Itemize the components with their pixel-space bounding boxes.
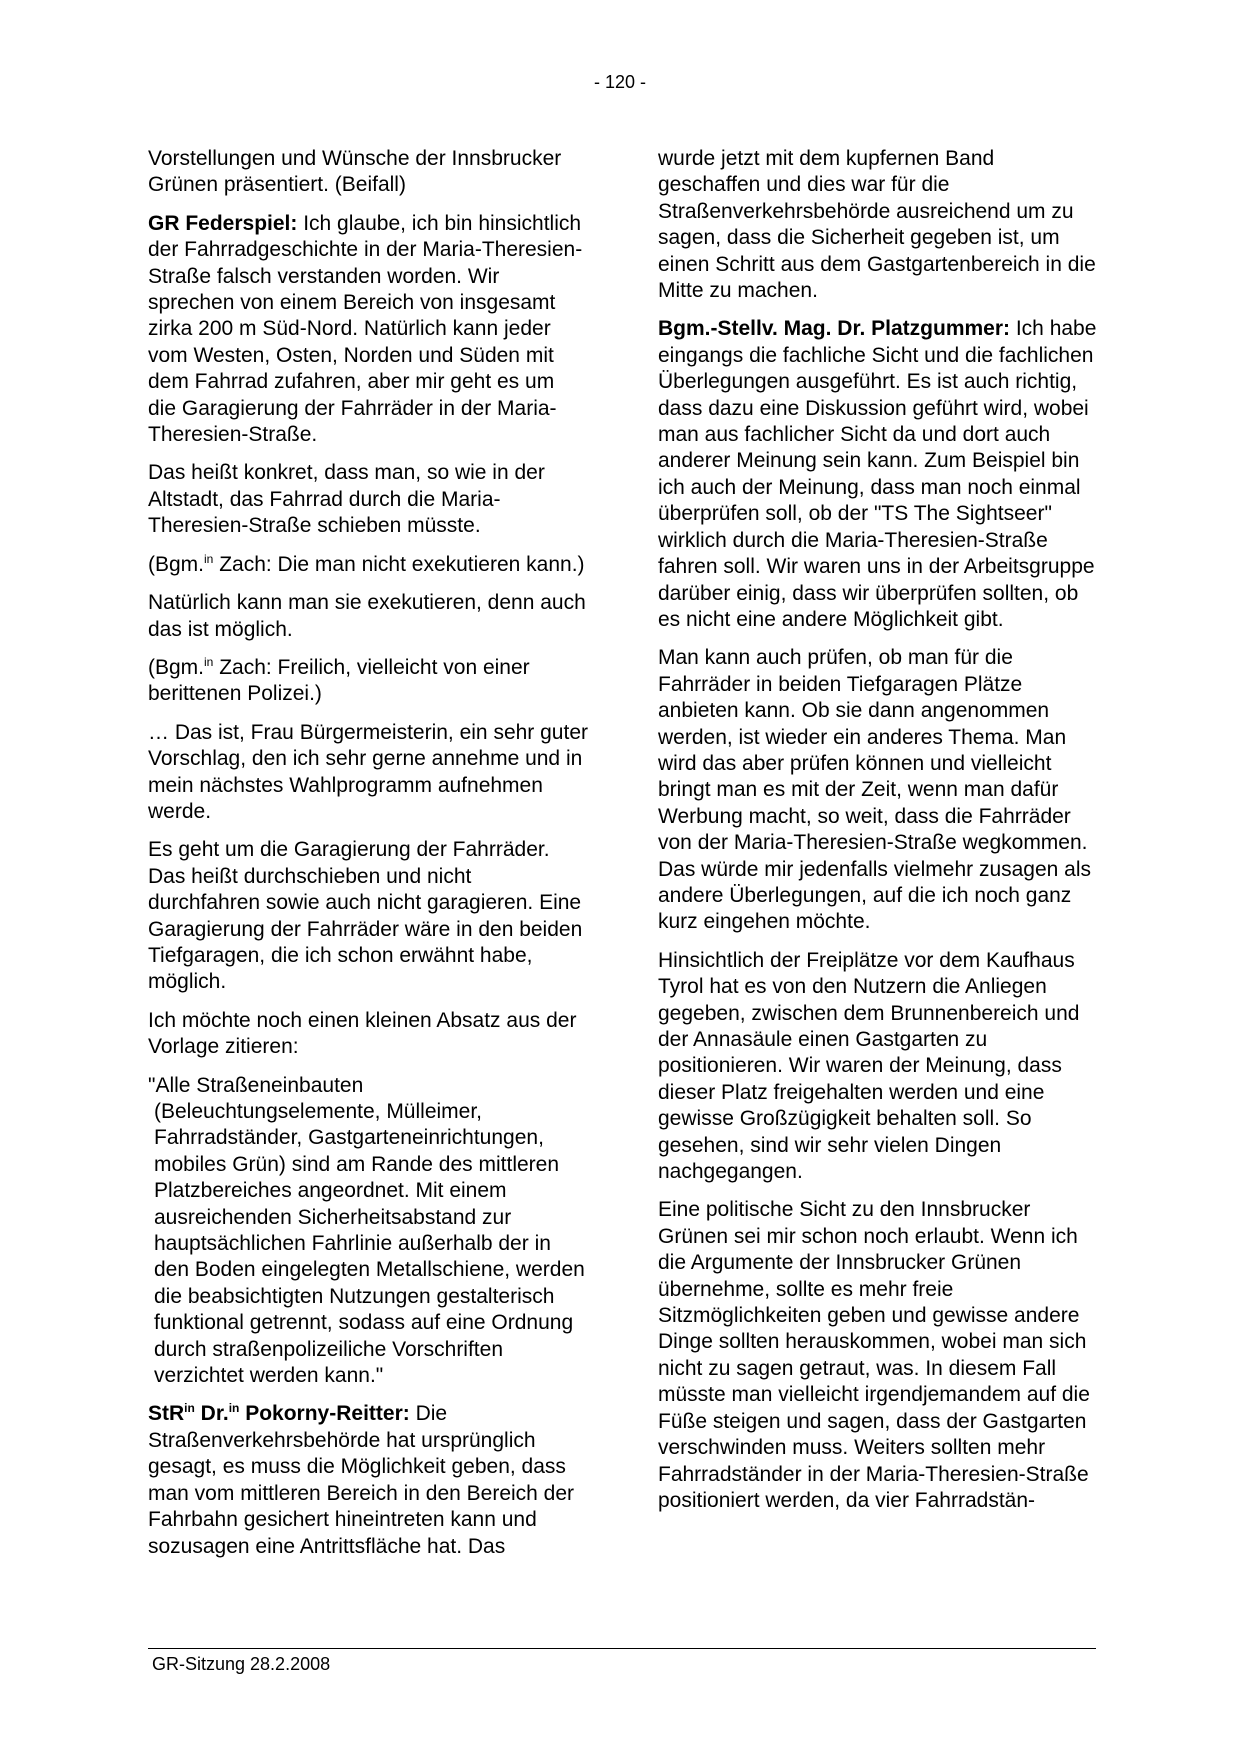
paragraph: Das heißt konkret, dass man, so wie in der Altstadt, das Fahrrad durch die Maria-Theresien-Straße schieben müsste. [148, 461, 545, 538]
paragraph: wurde jetzt mit dem kupfernen Band geschaffen und dies war für die Straßenverkehrsbehörde ausreichend um zu sagen, dass die Sicherheit gegeben ist, um einen Schritt aus dem Gastgartenbereich in die Mitte zu machen. [658, 147, 1096, 303]
paragraph: Man kann auch prüfen, ob man für die Fahrräder in beiden Tiefgaragen Plätze anbieten kann. Ob sie dann angenommen werden, ist wieder ein anderes Thema. Man wird das aber prüfen können und vielleicht bringt man es mit der Zeit, wenn man dafür Werbung macht, so weit, dass die Fahrräder von der Maria-Theresien-Straße wegkommen. Das würde mir jedenfalls vielmehr zusagen als andere Überlegungen, auf die ich noch ganz kurz eingehen möchte. [658, 646, 1092, 934]
paragraph: Vorstellungen und Wünsche der Innsbrucker Grünen präsentiert. (Beifall) [148, 147, 562, 197]
paragraph: Bgm.-Stellv. Mag. Dr. Platzgummer: Ich habe eingangs die fachliche Sicht und die fachlichen Überlegungen ausgeführt. Es ist auch richtig, dass dazu eine Diskussion geführt wird, wobei man aus fachlicher Sicht da und dort auch anderer Meinung sein kann. Zum Beispiel bin ich auch der Meinung, dass man noch einmal überprüfen soll, ob der "TS The Sightseer" wirklich durch die Maria-Theresien-Straße fahren soll. Wir waren uns in der Arbeitsgruppe darüber einig, dass wir überprüfen sollten, ob es nicht eine andere Möglichkeit gibt. [658, 317, 1097, 631]
left-column [148, 146, 588, 1572]
right-column [658, 146, 1098, 1526]
speaker-name: GR Federspiel: [148, 211, 298, 235]
paragraph: Eine politische Sicht zu den Innsbrucker Grünen sei mir schon noch erlaubt. Wenn ich die Argumente der Innsbrucker Grünen übernehme, sollte es mehr freie Sitzmöglichkeiten geben und gewisse andere Dinge sollten herauskommen, wobei man sich nicht zu sagen getraut, was. In diesem Fall müsste man vielleicht irgendjemandem auf die Füße steigen und sagen, dass der Gastgarten verschwinden muss. Weiters sollten mehr Fahrradständer in der Maria-Theresien-Straße positioniert werden, da vier Fahrradstän- [658, 1198, 1090, 1512]
footer-text: GR-Sitzung 28.2.2008 [152, 1654, 331, 1674]
paragraph: StR$^{in}$ Dr.$^{in}$ Pokorny-Reitter: Die Straßenverkehrsbehörde hat ursprünglich gesagt, es muss die Möglichkeit geben, dass man vom mittleren Bereich in den Bereich der Fahrbahn gesichert hineintreten kann und sozusagen eine Antrittsfläche hat. Das [148, 1401, 575, 1558]
speaker-name: Bgm.-Stellv. Mag. Dr. Platzgummer: [658, 317, 1011, 341]
paragraph: Hinsichtlich der Freiplätze vor dem Kaufhaus Tyrol hat es von den Nutzern die Anliegen gegeben, zwischen dem Brunnenbereich und der Annasäule einen Gastgarten zu positionieren. Wir waren der Meinung, dass dieser Platz freigehalten werden und eine gewisse Großzügigkeit behalten soll. So gesehen, sind wir sehr vielen Dingen nachgegangen. [658, 948, 1080, 1184]
paragraph: … Das ist, Frau Bürgermeisterin, ein sehr guter Vorschlag, den ich sehr gerne annehme und in mein nächstes Wahlprogramm aufnehmen werde. [148, 720, 588, 823]
paragraph: Es geht um die Garagierung der Fahrräder. Das heißt durchschieben und nicht durchfahren sowie auch nicht garagieren. Eine Garagierung der Fahrräder wäre in den beiden Tiefgaragen, die ich schon erwähnt habe, möglich. [148, 838, 583, 994]
footer-divider [148, 1648, 1096, 1649]
interjection: (Bgm.$^{in}$ Zach: Freilich, vielleicht von einer berittenen Polizei.) [148, 654, 530, 706]
paragraph: Natürlich kann man sie exekutieren, denn auch das ist möglich. [148, 591, 586, 641]
interjection: (Bgm.$^{in}$ Zach: Die man nicht exekutieren kann.) [148, 551, 585, 576]
paragraph: GR Federspiel: Ich glaube, ich bin hinsichtlich der Fahrradgeschichte in der Maria-Theresien-Straße falsch verstanden worden. Wir sprechen von einem Bereich von insgesamt zirka 200 m Süd-Nord. Natürlich kann jeder vom Westen, Osten, Norden und Süden mit dem Fahrrad zufahren, aber mir geht es um die Garagierung der Fahrräder in der Maria-Theresien-Straße. [148, 211, 583, 447]
speaker-name: StR$^{in}$ Dr.$^{in}$ Pokorny-Reitter: [148, 1401, 410, 1426]
paragraph: Ich möchte noch einen kleinen Absatz aus der Vorlage zitieren: [148, 1008, 577, 1059]
page-number: - 120 - [593, 72, 647, 92]
quotation: "Alle Straßeneinbauten (Beleuchtungselemente, Mülleimer, Fahrradständer, Gastgarteneinrichtungen, mobiles Grün) sind am Rande des mittleren Platzbereiches angeordnet. Mit einem ausreichenden Sicherheitsabstand zur hauptsächlichen Fahrlinie außerhalb der in den Boden eingelegten Metallschiene, werden die beabsichtigten Nutzungen gestalterisch funktional getrennt, sodass auf eine Ordnung durch straßenpolizeiliche Vorschriften verzichtet werden kann." [148, 1073, 585, 1388]
